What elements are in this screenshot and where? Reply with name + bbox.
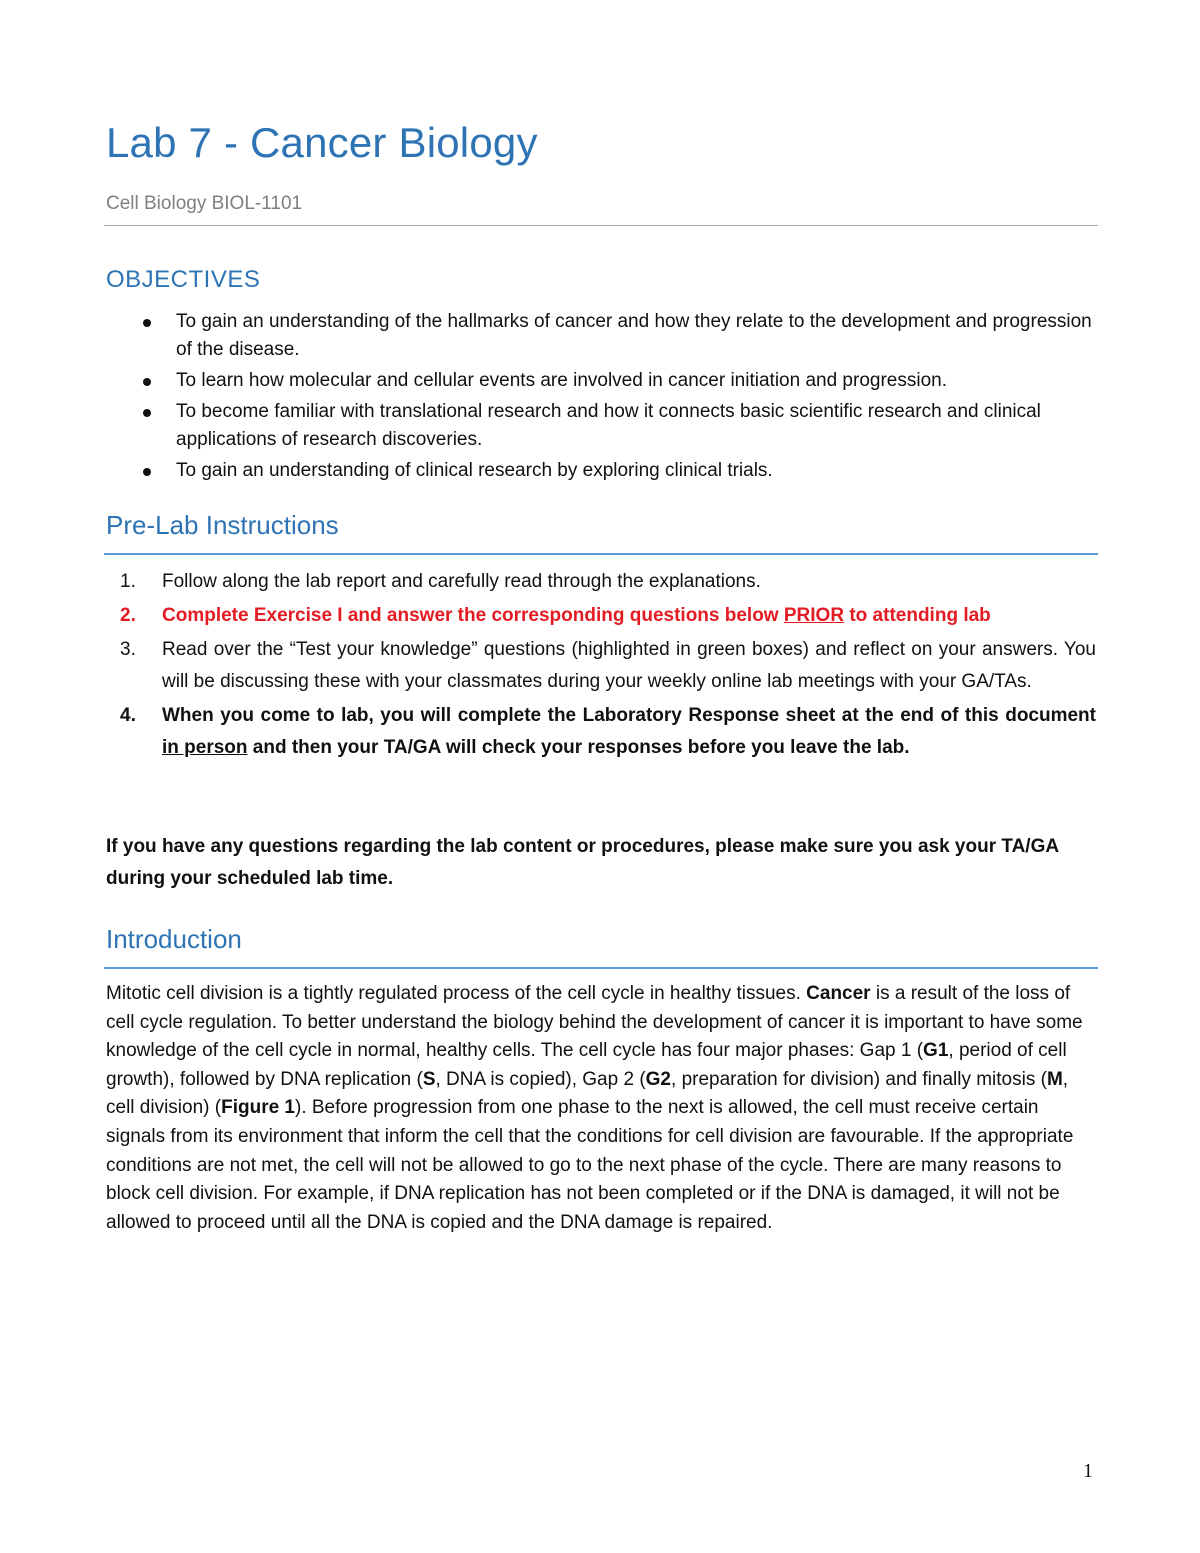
intro-text: ). Before progression from one phase to the next is allowed, the cell must receive certain signals from its environment that inform the cell that the conditions for cell division are favourable. If the appropriate conditions are not met, the cell will not be allowed to go to the next phase of the cycle. There are many reasons to block cell division. For example, if DNA replication has not been completed or if the DNA is damaged, it will not be allowed to proceed until all the DNA is copied and the DNA damage is repaired. — [106, 1097, 1074, 1233]
introduction-divider — [104, 967, 1098, 969]
objective-text: To gain an understanding of clinical research by exploring clinical trials. — [176, 460, 773, 481]
objective-item — [106, 308, 1096, 364]
intro-keyword: M — [1046, 1068, 1063, 1090]
introduction-heading: Introduction — [106, 924, 242, 954]
step-number: 2. — [120, 605, 136, 626]
intro-text: is a result of the loss of cell cycle regulation. To better understand the biology behind the development of cancer it is important to have some knowledge of the cell cycle in normal, healthy cells. The cell cycle has four major phases: Gap 1 ( — [106, 983, 1083, 1062]
intro-text: , cell division) ( — [106, 1068, 1069, 1119]
objectives-heading: OBJECTIVES — [106, 266, 261, 293]
prelab-heading: Pre-Lab Instructions — [106, 510, 339, 540]
intro-text: , preparation for division) and finally mitosis ( — [671, 1068, 1047, 1090]
step-text: Follow along the lab report and carefully read through the explanations. — [162, 571, 761, 592]
page-number: 1 — [1083, 1460, 1093, 1482]
step-emphasis: PRIOR — [783, 605, 845, 626]
objectives-list — [106, 308, 1096, 488]
step-text: and then your TA/GA will check your responses before you leave the lab. — [247, 737, 910, 758]
intro-keyword: S — [422, 1068, 436, 1090]
objective-item — [106, 367, 1096, 395]
intro-text: , DNA is copied), Gap 2 ( — [435, 1068, 646, 1090]
document-title: Lab 7 - Cancer Biology — [106, 119, 538, 166]
objective-text: To gain an understanding of the hallmarks of cancer and how they relate to the development and progression of the disease. — [176, 311, 1092, 360]
objective-item — [106, 398, 1096, 454]
bullet-icon — [143, 409, 151, 417]
step-text: When you come to lab, you will complete the Laboratory Response sheet at the end of this document — [162, 705, 1096, 726]
prelab-divider — [104, 553, 1098, 555]
step-number: 1. — [120, 571, 136, 592]
step-text: to attending lab — [844, 605, 991, 626]
prelab-step — [106, 566, 1096, 598]
prelab-step — [106, 634, 1096, 698]
intro-text: Mitotic cell division is a tightly regulated process of the cell cycle in healthy tissues. — [106, 983, 807, 1004]
bullet-icon — [143, 468, 151, 476]
prelab-step-highlight — [106, 600, 1096, 632]
step-text: Complete Exercise I and answer the corresponding questions below — [162, 605, 784, 626]
bullet-icon — [143, 319, 151, 327]
step-emphasis: in person — [162, 737, 248, 758]
prelab-step — [106, 700, 1096, 764]
intro-keyword: Cancer — [806, 983, 871, 1004]
intro-keyword: G1 — [923, 1040, 949, 1062]
objective-text: To become familiar with translational research and how it connects basic scientific research and clinical applications of research discoveries. — [176, 401, 1041, 450]
step-text: Read over the “Test your knowledge” questions (highlighted in green boxes) and reflect on your answers. You will be discussing these with your classmates during your weekly online lab meetings with your GA/TAs. — [162, 639, 1096, 692]
figure-reference: Figure 1 — [221, 1097, 295, 1119]
objective-item — [106, 457, 1096, 485]
prelab-steps — [106, 566, 1096, 766]
step-number: 3. — [120, 639, 136, 660]
course-subtitle: Cell Biology BIOL-1101 — [106, 193, 303, 214]
bullet-icon — [143, 378, 151, 386]
intro-keyword: G2 — [645, 1068, 672, 1090]
intro-text: , period of cell growth), followed by DNA replication ( — [106, 1040, 1067, 1090]
title-divider — [104, 225, 1098, 226]
objective-text: To learn how molecular and cellular events are involved in cancer initiation and progression. — [176, 370, 947, 391]
questions-note: If you have any questions regarding the lab content or procedures, please make sure you ask your TA/GA during your scheduled lab time. — [106, 836, 1059, 889]
step-number: 4. — [120, 705, 136, 726]
introduction-paragraph — [106, 980, 1096, 1237]
